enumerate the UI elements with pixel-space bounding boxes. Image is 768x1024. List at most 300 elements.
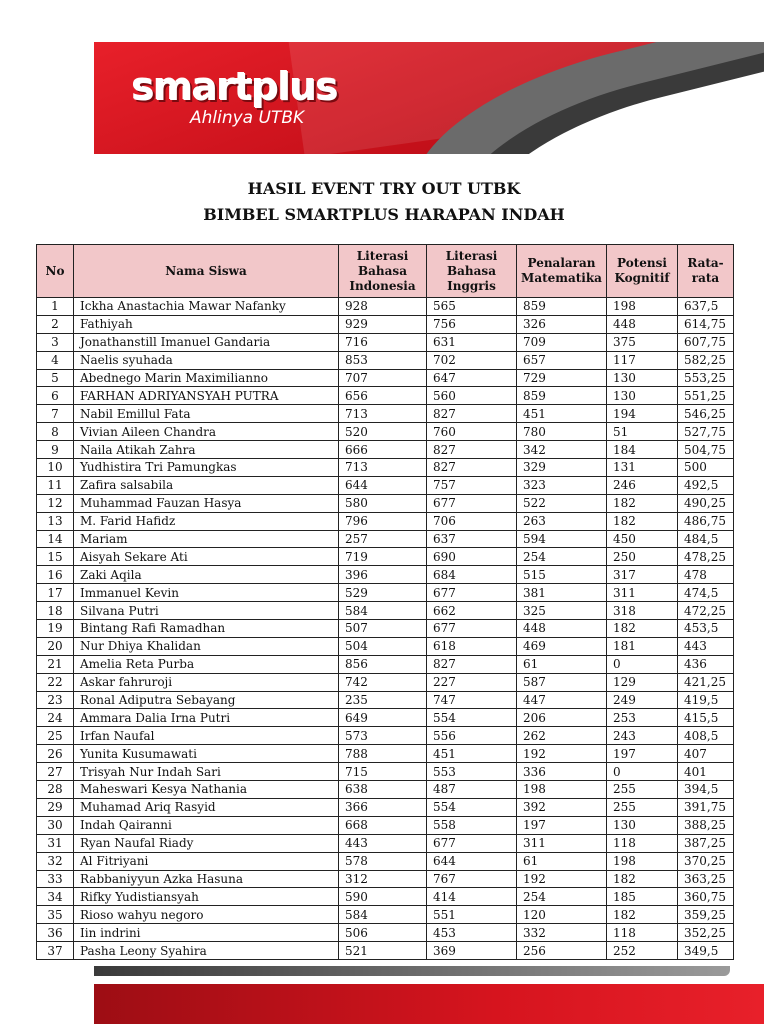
cell-rata-rata: 478,25	[678, 548, 734, 566]
title-line-1: HASIL EVENT TRY OUT UTBK	[247, 179, 521, 198]
cell-name: Rabbaniyyun Azka Hasuna	[74, 870, 339, 888]
cell-name: Zafira salsabila	[74, 476, 339, 494]
cell-penalaran-matematika: 859	[517, 298, 607, 316]
cell-literasi-indonesia: 257	[339, 530, 427, 548]
cell-literasi-indonesia: 235	[339, 691, 427, 709]
cell-literasi-inggris: 706	[427, 512, 517, 530]
cell-no: 16	[37, 566, 74, 584]
cell-rata-rata: 582,25	[678, 351, 734, 369]
cell-rata-rata: 478	[678, 566, 734, 584]
cell-literasi-inggris: 827	[427, 459, 517, 477]
table-header	[37, 245, 734, 298]
cell-potensi-kognitif: 117	[607, 351, 678, 369]
cell-rata-rata: 443	[678, 637, 734, 655]
cell-name: Ickha Anastachia Mawar Nafanky	[74, 298, 339, 316]
cell-name: Al Fitriyani	[74, 852, 339, 870]
cell-no: 24	[37, 709, 74, 727]
table-row	[37, 852, 734, 870]
cell-name: Zaki Aqila	[74, 566, 339, 584]
cell-literasi-indonesia: 312	[339, 870, 427, 888]
cell-name: Nur Dhiya Khalidan	[74, 637, 339, 655]
cell-name: Yunita Kusumawati	[74, 745, 339, 763]
cell-literasi-inggris: 554	[427, 709, 517, 727]
cell-penalaran-matematika: 329	[517, 459, 607, 477]
cell-name: Fathiyah	[74, 315, 339, 333]
cell-penalaran-matematika: 197	[517, 816, 607, 834]
cell-potensi-kognitif: 311	[607, 584, 678, 602]
cell-rata-rata: 388,25	[678, 816, 734, 834]
cell-name: FARHAN ADRIYANSYAH PUTRA	[74, 387, 339, 405]
cell-no: 34	[37, 888, 74, 906]
table-row	[37, 942, 734, 960]
cell-literasi-indonesia: 644	[339, 476, 427, 494]
cell-rata-rata: 492,5	[678, 476, 734, 494]
table-row	[37, 906, 734, 924]
cell-literasi-inggris: 560	[427, 387, 517, 405]
cell-name: Askar fahruroji	[74, 673, 339, 691]
cell-potensi-kognitif: 448	[607, 315, 678, 333]
table-row	[37, 530, 734, 548]
cell-no: 23	[37, 691, 74, 709]
cell-rata-rata: 607,75	[678, 333, 734, 351]
table-row	[37, 834, 734, 852]
cell-rata-rata: 546,25	[678, 405, 734, 423]
cell-literasi-indonesia: 853	[339, 351, 427, 369]
header-banner	[94, 42, 764, 154]
cell-name: Immanuel Kevin	[74, 584, 339, 602]
cell-penalaran-matematika: 61	[517, 852, 607, 870]
cell-literasi-indonesia: 396	[339, 566, 427, 584]
cell-potensi-kognitif: 318	[607, 602, 678, 620]
table-row	[37, 655, 734, 673]
header-name: Nama Siswa	[74, 245, 339, 298]
cell-no: 10	[37, 459, 74, 477]
table-row	[37, 548, 734, 566]
cell-rata-rata: 359,25	[678, 906, 734, 924]
cell-literasi-inggris: 662	[427, 602, 517, 620]
cell-penalaran-matematika: 192	[517, 870, 607, 888]
cell-rata-rata: 407	[678, 745, 734, 763]
cell-potensi-kognitif: 129	[607, 673, 678, 691]
cell-potensi-kognitif: 250	[607, 548, 678, 566]
cell-penalaran-matematika: 254	[517, 888, 607, 906]
cell-literasi-indonesia: 742	[339, 673, 427, 691]
cell-penalaran-matematika: 780	[517, 423, 607, 441]
cell-potensi-kognitif: 197	[607, 745, 678, 763]
cell-potensi-kognitif: 118	[607, 924, 678, 942]
table-row	[37, 298, 734, 316]
cell-rata-rata: 500	[678, 459, 734, 477]
cell-literasi-inggris: 451	[427, 745, 517, 763]
cell-potensi-kognitif: 130	[607, 387, 678, 405]
cell-name: Abednego Marin Maximilianno	[74, 369, 339, 387]
cell-no: 26	[37, 745, 74, 763]
cell-literasi-indonesia: 584	[339, 906, 427, 924]
cell-literasi-indonesia: 638	[339, 781, 427, 799]
cell-name: Muhamad Ariq Rasyid	[74, 798, 339, 816]
table-row	[37, 673, 734, 691]
header-potensi-kognitif: Potensi Kognitif	[607, 245, 678, 298]
cell-literasi-indonesia: 796	[339, 512, 427, 530]
cell-literasi-inggris: 684	[427, 566, 517, 584]
cell-no: 14	[37, 530, 74, 548]
table-row	[37, 709, 734, 727]
cell-no: 22	[37, 673, 74, 691]
cell-potensi-kognitif: 243	[607, 727, 678, 745]
cell-potensi-kognitif: 118	[607, 834, 678, 852]
cell-literasi-indonesia: 506	[339, 924, 427, 942]
cell-potensi-kognitif: 253	[607, 709, 678, 727]
cell-rata-rata: 551,25	[678, 387, 734, 405]
cell-potensi-kognitif: 450	[607, 530, 678, 548]
cell-name: Pasha Leony Syahira	[74, 942, 339, 960]
cell-name: Rifky Yudistiansyah	[74, 888, 339, 906]
cell-potensi-kognitif: 317	[607, 566, 678, 584]
cell-literasi-inggris: 369	[427, 942, 517, 960]
cell-penalaran-matematika: 326	[517, 315, 607, 333]
cell-rata-rata: 637,5	[678, 298, 734, 316]
cell-literasi-indonesia: 713	[339, 459, 427, 477]
cell-penalaran-matematika: 323	[517, 476, 607, 494]
cell-penalaran-matematika: 522	[517, 494, 607, 512]
footer-red-bar	[94, 984, 764, 1024]
cell-rata-rata: 490,25	[678, 494, 734, 512]
cell-rata-rata: 484,5	[678, 530, 734, 548]
cell-literasi-inggris: 760	[427, 423, 517, 441]
cell-penalaran-matematika: 262	[517, 727, 607, 745]
cell-no: 25	[37, 727, 74, 745]
table-row	[37, 459, 734, 477]
cell-literasi-indonesia: 707	[339, 369, 427, 387]
cell-literasi-inggris: 827	[427, 655, 517, 673]
cell-no: 37	[37, 942, 74, 960]
header-literasi-inggris: Literasi Bahasa Inggris	[427, 245, 517, 298]
cell-literasi-indonesia: 928	[339, 298, 427, 316]
cell-name: Jonathanstill Imanuel Gandaria	[74, 333, 339, 351]
table-row	[37, 584, 734, 602]
cell-literasi-inggris: 677	[427, 834, 517, 852]
cell-penalaran-matematika: 120	[517, 906, 607, 924]
cell-potensi-kognitif: 0	[607, 655, 678, 673]
cell-penalaran-matematika: 729	[517, 369, 607, 387]
cell-penalaran-matematika: 192	[517, 745, 607, 763]
header-rata-rata: Rata-rata	[678, 245, 734, 298]
cell-rata-rata: 436	[678, 655, 734, 673]
cell-literasi-indonesia: 573	[339, 727, 427, 745]
cell-penalaran-matematika: 256	[517, 942, 607, 960]
cell-penalaran-matematika: 263	[517, 512, 607, 530]
title-line-2: BIMBEL SMARTPLUS HARAPAN INDAH	[203, 205, 565, 224]
cell-rata-rata: 363,25	[678, 870, 734, 888]
table-row	[37, 924, 734, 942]
cell-no: 29	[37, 798, 74, 816]
table-row	[37, 798, 734, 816]
cell-potensi-kognitif: 198	[607, 852, 678, 870]
cell-potensi-kognitif: 198	[607, 298, 678, 316]
cell-no: 11	[37, 476, 74, 494]
cell-literasi-indonesia: 590	[339, 888, 427, 906]
cell-literasi-indonesia: 856	[339, 655, 427, 673]
cell-name: Naelis syuhada	[74, 351, 339, 369]
header-literasi-indonesia: Literasi Bahasa Indonesia	[339, 245, 427, 298]
cell-potensi-kognitif: 181	[607, 637, 678, 655]
cell-no: 27	[37, 763, 74, 781]
cell-literasi-inggris: 702	[427, 351, 517, 369]
cell-literasi-indonesia: 584	[339, 602, 427, 620]
cell-literasi-inggris: 637	[427, 530, 517, 548]
cell-name: Irfan Naufal	[74, 727, 339, 745]
table-body	[37, 298, 734, 960]
table-row	[37, 870, 734, 888]
cell-penalaran-matematika: 381	[517, 584, 607, 602]
cell-rata-rata: 349,5	[678, 942, 734, 960]
table-row	[37, 620, 734, 638]
cell-literasi-inggris: 631	[427, 333, 517, 351]
cell-rata-rata: 360,75	[678, 888, 734, 906]
cell-potensi-kognitif: 194	[607, 405, 678, 423]
cell-name: M. Farid Hafidz	[74, 512, 339, 530]
cell-no: 8	[37, 423, 74, 441]
table-row	[37, 476, 734, 494]
cell-name: Ammara Dalia Irna Putri	[74, 709, 339, 727]
cell-literasi-indonesia: 504	[339, 637, 427, 655]
table-row	[37, 351, 734, 369]
cell-rata-rata: 527,75	[678, 423, 734, 441]
header-no: No	[37, 245, 74, 298]
cell-literasi-inggris: 618	[427, 637, 517, 655]
cell-literasi-indonesia: 715	[339, 763, 427, 781]
table-row	[37, 369, 734, 387]
cell-no: 9	[37, 441, 74, 459]
cell-no: 17	[37, 584, 74, 602]
cell-name: Nabil Emillul Fata	[74, 405, 339, 423]
cell-penalaran-matematika: 859	[517, 387, 607, 405]
cell-name: Indah Qairanni	[74, 816, 339, 834]
cell-name: Muhammad Fauzan Hasya	[74, 494, 339, 512]
cell-literasi-inggris: 227	[427, 673, 517, 691]
cell-no: 33	[37, 870, 74, 888]
brand-logo: smartplus	[132, 65, 338, 109]
cell-literasi-inggris: 677	[427, 620, 517, 638]
table-row	[37, 691, 734, 709]
cell-literasi-indonesia: 649	[339, 709, 427, 727]
cell-potensi-kognitif: 246	[607, 476, 678, 494]
cell-penalaran-matematika: 469	[517, 637, 607, 655]
cell-potensi-kognitif: 0	[607, 763, 678, 781]
cell-rata-rata: 472,25	[678, 602, 734, 620]
cell-no: 12	[37, 494, 74, 512]
cell-penalaran-matematika: 332	[517, 924, 607, 942]
cell-literasi-inggris: 747	[427, 691, 517, 709]
brand-tagline: Ahlinya UTBK	[190, 108, 305, 128]
cell-no: 30	[37, 816, 74, 834]
cell-name: Iin indrini	[74, 924, 339, 942]
table-row	[37, 566, 734, 584]
table-row	[37, 816, 734, 834]
cell-potensi-kognitif: 375	[607, 333, 678, 351]
cell-no: 18	[37, 602, 74, 620]
cell-rata-rata: 504,75	[678, 441, 734, 459]
cell-penalaran-matematika: 206	[517, 709, 607, 727]
cell-penalaran-matematika: 448	[517, 620, 607, 638]
table-row	[37, 405, 734, 423]
cell-potensi-kognitif: 255	[607, 798, 678, 816]
cell-rata-rata: 387,25	[678, 834, 734, 852]
table-row	[37, 494, 734, 512]
cell-no: 2	[37, 315, 74, 333]
table-row	[37, 637, 734, 655]
cell-literasi-inggris: 487	[427, 781, 517, 799]
cell-no: 21	[37, 655, 74, 673]
cell-rata-rata: 421,25	[678, 673, 734, 691]
cell-literasi-indonesia: 668	[339, 816, 427, 834]
cell-literasi-inggris: 551	[427, 906, 517, 924]
table-row	[37, 888, 734, 906]
cell-literasi-indonesia: 666	[339, 441, 427, 459]
cell-no: 35	[37, 906, 74, 924]
cell-rata-rata: 419,5	[678, 691, 734, 709]
cell-literasi-inggris: 453	[427, 924, 517, 942]
cell-name: Vivian Aileen Chandra	[74, 423, 339, 441]
cell-name: Maheswari Kesya Nathania	[74, 781, 339, 799]
cell-rata-rata: 370,25	[678, 852, 734, 870]
cell-literasi-indonesia: 507	[339, 620, 427, 638]
cell-literasi-indonesia: 580	[339, 494, 427, 512]
cell-penalaran-matematika: 254	[517, 548, 607, 566]
cell-literasi-indonesia: 716	[339, 333, 427, 351]
cell-name: Trisyah Nur Indah Sari	[74, 763, 339, 781]
cell-potensi-kognitif: 182	[607, 494, 678, 512]
table-row	[37, 602, 734, 620]
cell-name: Mariam	[74, 530, 339, 548]
cell-penalaran-matematika: 447	[517, 691, 607, 709]
cell-rata-rata: 401	[678, 763, 734, 781]
cell-literasi-inggris: 767	[427, 870, 517, 888]
cell-penalaran-matematika: 515	[517, 566, 607, 584]
cell-penalaran-matematika: 342	[517, 441, 607, 459]
cell-potensi-kognitif: 249	[607, 691, 678, 709]
cell-penalaran-matematika: 451	[517, 405, 607, 423]
cell-potensi-kognitif: 182	[607, 906, 678, 924]
cell-literasi-inggris: 690	[427, 548, 517, 566]
cell-potensi-kognitif: 182	[607, 512, 678, 530]
cell-penalaran-matematika: 336	[517, 763, 607, 781]
cell-penalaran-matematika: 311	[517, 834, 607, 852]
cell-rata-rata: 486,75	[678, 512, 734, 530]
table-row	[37, 333, 734, 351]
cell-literasi-indonesia: 788	[339, 745, 427, 763]
cell-literasi-indonesia: 719	[339, 548, 427, 566]
document-title	[0, 176, 768, 228]
table-row	[37, 763, 734, 781]
header-penalaran-matematika: Penalaran Matematika	[517, 245, 607, 298]
cell-literasi-inggris: 756	[427, 315, 517, 333]
cell-no: 20	[37, 637, 74, 655]
cell-literasi-inggris: 553	[427, 763, 517, 781]
cell-no: 5	[37, 369, 74, 387]
cell-literasi-inggris: 565	[427, 298, 517, 316]
cell-rata-rata: 391,75	[678, 798, 734, 816]
cell-potensi-kognitif: 131	[607, 459, 678, 477]
table-row	[37, 727, 734, 745]
cell-penalaran-matematika: 594	[517, 530, 607, 548]
table-row	[37, 441, 734, 459]
cell-literasi-indonesia: 521	[339, 942, 427, 960]
cell-literasi-indonesia: 929	[339, 315, 427, 333]
cell-potensi-kognitif: 51	[607, 423, 678, 441]
table-row	[37, 315, 734, 333]
cell-no: 31	[37, 834, 74, 852]
cell-literasi-inggris: 414	[427, 888, 517, 906]
cell-name: Ryan Naufal Riady	[74, 834, 339, 852]
cell-rata-rata: 553,25	[678, 369, 734, 387]
cell-rata-rata: 415,5	[678, 709, 734, 727]
cell-name: Aisyah Sekare Ati	[74, 548, 339, 566]
cell-potensi-kognitif: 184	[607, 441, 678, 459]
footer-gray-bar	[94, 966, 730, 976]
cell-literasi-indonesia: 443	[339, 834, 427, 852]
cell-literasi-inggris: 827	[427, 405, 517, 423]
cell-penalaran-matematika: 587	[517, 673, 607, 691]
cell-penalaran-matematika: 61	[517, 655, 607, 673]
cell-name: Rioso wahyu negoro	[74, 906, 339, 924]
cell-potensi-kognitif: 130	[607, 816, 678, 834]
cell-no: 15	[37, 548, 74, 566]
cell-no: 32	[37, 852, 74, 870]
cell-rata-rata: 352,25	[678, 924, 734, 942]
cell-penalaran-matematika: 392	[517, 798, 607, 816]
table-row	[37, 512, 734, 530]
cell-no: 3	[37, 333, 74, 351]
cell-rata-rata: 453,5	[678, 620, 734, 638]
cell-potensi-kognitif: 182	[607, 620, 678, 638]
cell-literasi-inggris: 757	[427, 476, 517, 494]
cell-literasi-indonesia: 656	[339, 387, 427, 405]
cell-literasi-inggris: 677	[427, 584, 517, 602]
cell-literasi-indonesia: 578	[339, 852, 427, 870]
cell-potensi-kognitif: 255	[607, 781, 678, 799]
cell-name: Naila Atikah Zahra	[74, 441, 339, 459]
cell-penalaran-matematika: 657	[517, 351, 607, 369]
cell-literasi-inggris: 647	[427, 369, 517, 387]
table-row	[37, 745, 734, 763]
cell-rata-rata: 408,5	[678, 727, 734, 745]
cell-no: 19	[37, 620, 74, 638]
cell-literasi-inggris: 644	[427, 852, 517, 870]
cell-literasi-indonesia: 520	[339, 423, 427, 441]
results-table	[36, 244, 734, 960]
table-row	[37, 387, 734, 405]
cell-name: Amelia Reta Purba	[74, 655, 339, 673]
cell-literasi-indonesia: 366	[339, 798, 427, 816]
cell-literasi-inggris: 554	[427, 798, 517, 816]
cell-rata-rata: 394,5	[678, 781, 734, 799]
cell-penalaran-matematika: 198	[517, 781, 607, 799]
cell-potensi-kognitif: 182	[607, 870, 678, 888]
cell-no: 4	[37, 351, 74, 369]
cell-name: Silvana Putri	[74, 602, 339, 620]
table-row	[37, 781, 734, 799]
cell-no: 7	[37, 405, 74, 423]
cell-rata-rata: 474,5	[678, 584, 734, 602]
cell-rata-rata: 614,75	[678, 315, 734, 333]
cell-name: Bintang Rafi Ramadhan	[74, 620, 339, 638]
cell-potensi-kognitif: 252	[607, 942, 678, 960]
cell-literasi-indonesia: 529	[339, 584, 427, 602]
table-row	[37, 423, 734, 441]
cell-potensi-kognitif: 185	[607, 888, 678, 906]
cell-literasi-inggris: 558	[427, 816, 517, 834]
